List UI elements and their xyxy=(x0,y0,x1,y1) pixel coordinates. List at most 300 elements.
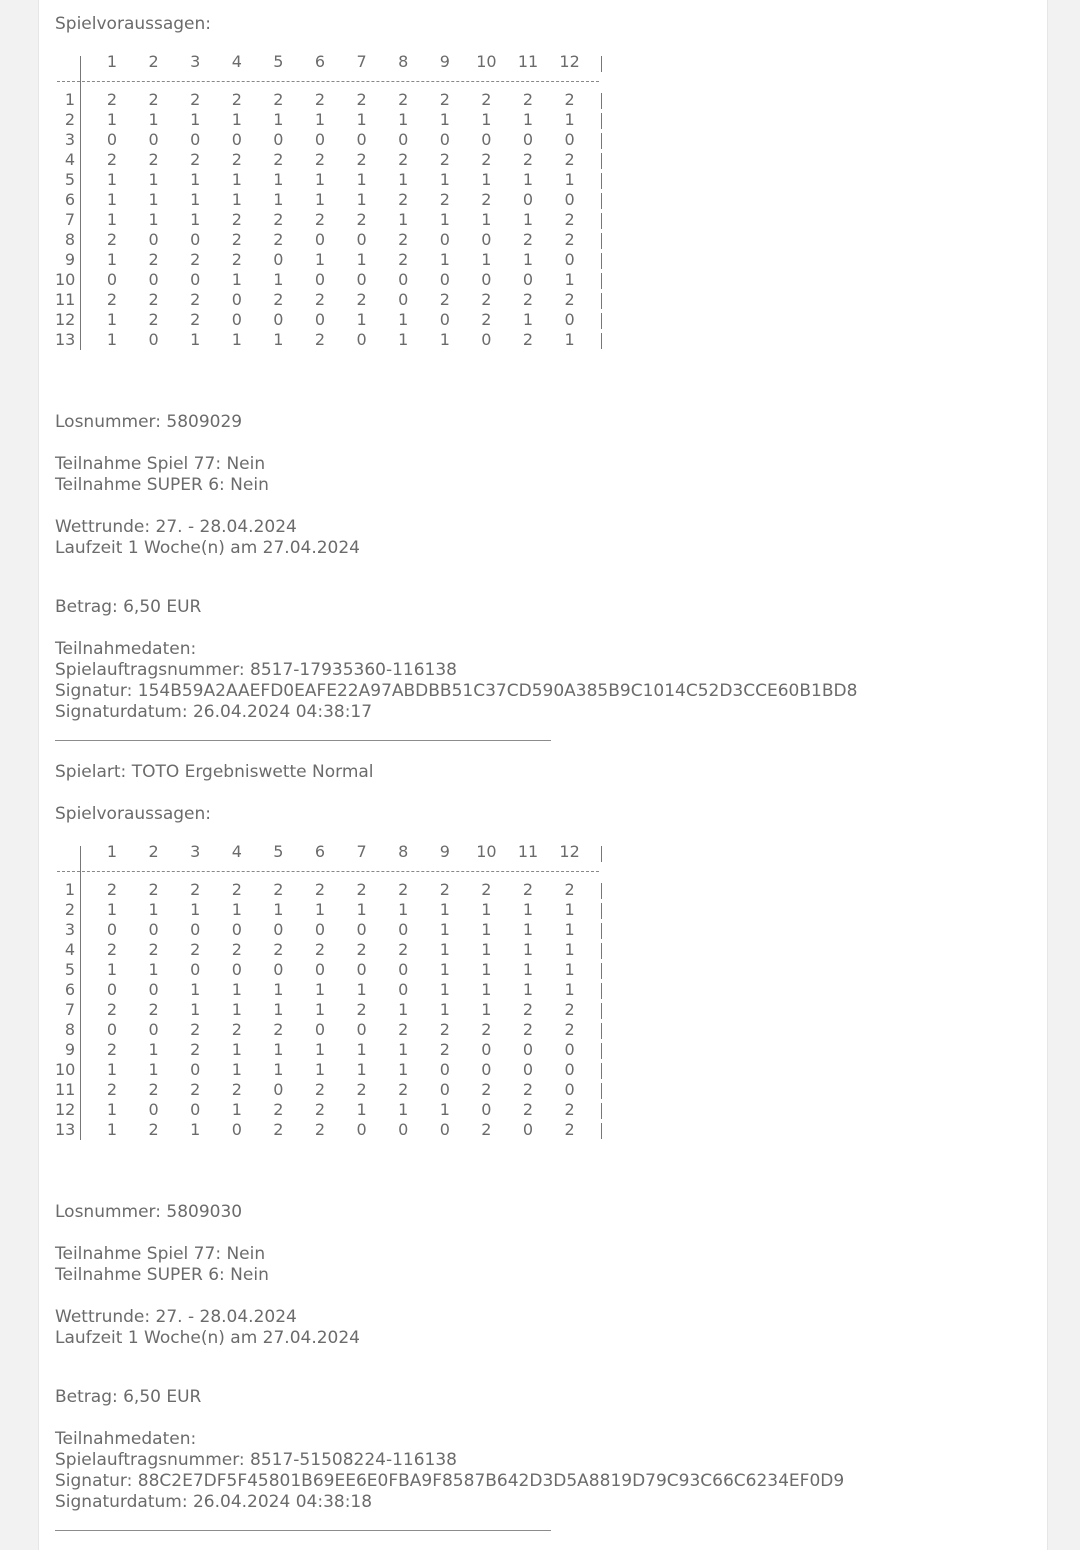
grid-cell: 2 xyxy=(439,190,450,209)
grid-cell: 1 xyxy=(106,1060,118,1079)
grid-cell: 0 xyxy=(439,1060,450,1079)
grid-cell: 2 xyxy=(273,880,284,899)
grid-cell: 0 xyxy=(273,310,284,329)
betrag: Betrag: 6,50 EUR xyxy=(55,1387,202,1407)
grid-cell: 0 xyxy=(439,230,450,249)
grid-cell: 1 xyxy=(439,900,450,919)
grid-cell: 2 xyxy=(522,150,534,169)
grid-cell: 0 xyxy=(356,130,367,149)
grid-cell: 1 xyxy=(190,170,201,189)
grid-cell: 2 xyxy=(439,1040,450,1059)
grid-cell: 2 xyxy=(398,1020,409,1039)
grid-right-border xyxy=(601,1023,602,1039)
grid-cell: 2 xyxy=(356,210,367,229)
grid-cell: 1 xyxy=(148,190,159,209)
spielauftragsnummer: Spielauftragsnummer: 8517-51508224-116138 xyxy=(55,1450,457,1470)
grid-cell: 2 xyxy=(564,1100,575,1119)
grid-cell: 1 xyxy=(439,170,450,189)
grid-cell: 1 xyxy=(231,330,242,349)
grid-cell: 2 xyxy=(398,880,409,899)
grid-cell: 2 xyxy=(273,290,284,309)
grid-cell: 0 xyxy=(564,1060,575,1079)
grid-cell: 2 xyxy=(106,1000,118,1019)
grid-right-border xyxy=(601,293,602,309)
grid-cell: 0 xyxy=(564,310,575,329)
losnummer: Losnummer: 5809030 xyxy=(55,1202,243,1222)
grid-cell: 0 xyxy=(190,920,201,939)
grid-right-border xyxy=(601,983,602,999)
grid-cell: 0 xyxy=(481,130,492,149)
grid-right-border xyxy=(601,133,602,149)
grid-column-header: 11 xyxy=(517,842,539,861)
grid-cell: 0 xyxy=(106,130,118,149)
grid-cell: 0 xyxy=(190,270,201,289)
grid-cell: 0 xyxy=(398,960,409,979)
grid-column-header: 6 xyxy=(314,842,326,861)
grid-right-border xyxy=(601,923,602,939)
grid-cell: 1 xyxy=(522,210,534,229)
grid-cell: 1 xyxy=(106,1120,118,1139)
grid-cell: 2 xyxy=(439,880,450,899)
grid-cell: 2 xyxy=(148,1120,159,1139)
grid-cell: 1 xyxy=(439,980,450,999)
grid-cell: 0 xyxy=(273,130,284,149)
grid-right-border xyxy=(601,213,602,229)
grid-cell: 0 xyxy=(273,1080,284,1099)
grid-cell: 2 xyxy=(314,90,326,109)
grid-cell: 0 xyxy=(439,270,450,289)
grid-cell: 1 xyxy=(106,900,118,919)
grid-cell: 1 xyxy=(439,330,450,349)
separator-line xyxy=(55,740,551,741)
grid-cell: 1 xyxy=(356,250,367,269)
grid-cell: 2 xyxy=(356,150,367,169)
prediction-grid-1 xyxy=(55,52,615,352)
grid-cell: 2 xyxy=(522,1080,534,1099)
grid-cell: 2 xyxy=(190,1080,201,1099)
grid-cell: 2 xyxy=(481,290,492,309)
grid-cell: 2 xyxy=(356,1080,367,1099)
grid-cell: 1 xyxy=(231,270,242,289)
grid-cell: 2 xyxy=(106,940,118,959)
grid-column-header: 5 xyxy=(273,842,284,861)
grid-cell: 0 xyxy=(273,250,284,269)
grid-cell: 1 xyxy=(148,170,159,189)
grid-cell: 2 xyxy=(564,230,575,249)
grid-cell: 1 xyxy=(231,1100,242,1119)
grid-cell: 1 xyxy=(190,210,201,229)
grid-right-border xyxy=(601,273,602,289)
grid-right-border xyxy=(601,846,602,862)
grid-cell: 2 xyxy=(314,1120,326,1139)
grid-cell: 0 xyxy=(564,250,575,269)
grid-cell: 0 xyxy=(314,960,326,979)
signatur: Signatur: 154B59A2AAEFD0EAFE22A97ABDBB51C37CD590A385B9C1014C52D3CCE60B1BD8 xyxy=(55,681,858,701)
grid-row-label: 4 xyxy=(64,150,75,169)
grid-cell: 1 xyxy=(106,170,118,189)
grid-right-border xyxy=(601,233,602,249)
grid-cell: 1 xyxy=(148,1060,159,1079)
grid-cell: 1 xyxy=(106,330,118,349)
grid-cell: 1 xyxy=(273,1000,284,1019)
grid-cell: 2 xyxy=(356,90,367,109)
grid-cell: 2 xyxy=(398,150,409,169)
grid-cell: 1 xyxy=(522,960,534,979)
grid-cell: 1 xyxy=(148,110,159,129)
grid-cell: 2 xyxy=(190,90,201,109)
grid-cell: 1 xyxy=(564,920,575,939)
grid-cell: 2 xyxy=(522,330,534,349)
grid-column-header: 10 xyxy=(476,52,497,71)
grid-left-divider xyxy=(80,846,81,1140)
grid-cell: 0 xyxy=(314,920,326,939)
spielvoraussagen-label: Spielvoraussagen: xyxy=(55,804,212,824)
grid-cell: 0 xyxy=(439,310,450,329)
grid-cell: 2 xyxy=(564,150,575,169)
grid-cell: 2 xyxy=(148,290,159,309)
grid-right-border xyxy=(601,1083,602,1099)
grid-column-header: 4 xyxy=(231,52,242,71)
grid-cell: 0 xyxy=(439,1120,450,1139)
teilnahmedaten-label: Teilnahmedaten: xyxy=(55,639,197,659)
grid-row-label: 9 xyxy=(64,250,75,269)
grid-header-separator xyxy=(57,871,599,872)
grid-cell: 1 xyxy=(481,920,492,939)
grid-cell: 0 xyxy=(356,1120,367,1139)
grid-cell: 2 xyxy=(231,210,242,229)
grid-cell: 0 xyxy=(148,230,159,249)
grid-cell: 1 xyxy=(190,110,201,129)
grid-right-border xyxy=(601,1063,602,1079)
grid-cell: 2 xyxy=(190,880,201,899)
grid-right-border xyxy=(601,313,602,329)
grid-cell: 2 xyxy=(522,1000,534,1019)
grid-cell: 2 xyxy=(398,230,409,249)
grid-cell: 0 xyxy=(522,190,534,209)
grid-cell: 1 xyxy=(481,940,492,959)
grid-column-header: 1 xyxy=(106,842,118,861)
grid-cell: 1 xyxy=(231,980,242,999)
spiel77-status: Teilnahme Spiel 77: Nein xyxy=(55,1244,266,1264)
grid-cell: 1 xyxy=(522,980,534,999)
grid-cell: 1 xyxy=(231,1040,242,1059)
grid-cell: 1 xyxy=(439,1000,450,1019)
grid-cell: 2 xyxy=(148,940,159,959)
grid-cell: 1 xyxy=(231,900,242,919)
grid-cell: 0 xyxy=(314,1020,326,1039)
grid-column-header: 4 xyxy=(231,842,242,861)
grid-cell: 1 xyxy=(522,170,534,189)
grid-row-label: 11 xyxy=(55,1080,76,1099)
grid-cell: 2 xyxy=(106,1080,118,1099)
grid-row-label: 2 xyxy=(64,900,75,919)
grid-row-label: 8 xyxy=(64,230,75,249)
grid-cell: 1 xyxy=(564,940,575,959)
grid-cell: 0 xyxy=(481,1060,492,1079)
grid-cell: 0 xyxy=(356,1020,367,1039)
grid-row-label: 2 xyxy=(64,110,75,129)
grid-cell: 1 xyxy=(356,310,367,329)
grid-cell: 0 xyxy=(148,920,159,939)
grid-cell: 1 xyxy=(106,110,118,129)
grid-cell: 2 xyxy=(231,1020,242,1039)
grid-cell: 1 xyxy=(439,920,450,939)
grid-cell: 2 xyxy=(564,210,575,229)
grid-cell: 0 xyxy=(522,1040,534,1059)
grid-cell: 2 xyxy=(148,1080,159,1099)
grid-row-label: 12 xyxy=(55,1100,76,1119)
grid-cell: 1 xyxy=(522,250,534,269)
grid-column-header: 9 xyxy=(439,52,450,71)
grid-column-header: 9 xyxy=(439,842,450,861)
grid-cell: 2 xyxy=(314,210,326,229)
grid-cell: 2 xyxy=(314,1100,326,1119)
grid-cell: 2 xyxy=(439,90,450,109)
grid-cell: 0 xyxy=(231,310,242,329)
grid-cell: 1 xyxy=(564,960,575,979)
grid-cell: 1 xyxy=(564,330,575,349)
grid-cell: 0 xyxy=(106,980,118,999)
grid-cell: 1 xyxy=(273,330,284,349)
grid-cell: 0 xyxy=(481,1100,492,1119)
grid-cell: 0 xyxy=(148,1100,159,1119)
grid-cell: 2 xyxy=(231,90,242,109)
grid-column-header: 12 xyxy=(559,842,580,861)
grid-cell: 1 xyxy=(190,330,201,349)
grid-cell: 2 xyxy=(564,90,575,109)
grid-column-header: 1 xyxy=(106,52,118,71)
grid-cell: 0 xyxy=(106,1020,118,1039)
grid-cell: 2 xyxy=(106,880,118,899)
spielvoraussagen-label: Spielvoraussagen: xyxy=(55,14,212,34)
grid-cell: 1 xyxy=(148,210,159,229)
laufzeit: Laufzeit 1 Woche(n) am 27.04.2024 xyxy=(55,538,360,558)
grid-column-header: 7 xyxy=(356,842,367,861)
grid-cell: 1 xyxy=(314,980,326,999)
grid-cell: 1 xyxy=(356,1060,367,1079)
grid-row-label: 3 xyxy=(64,920,75,939)
grid-cell: 2 xyxy=(190,1040,201,1059)
grid-cell: 1 xyxy=(148,900,159,919)
grid-cell: 1 xyxy=(273,900,284,919)
grid-cell: 0 xyxy=(522,130,534,149)
grid-cell: 1 xyxy=(106,1100,118,1119)
grid-right-border xyxy=(601,1123,602,1139)
grid-cell: 1 xyxy=(106,960,118,979)
grid-cell: 2 xyxy=(273,1100,284,1119)
grid-row-label: 11 xyxy=(55,290,76,309)
grid-cell: 1 xyxy=(398,1100,409,1119)
grid-cell: 1 xyxy=(398,310,409,329)
grid-cell: 1 xyxy=(273,270,284,289)
grid-row-label: 10 xyxy=(55,1060,76,1079)
grid-row-label: 8 xyxy=(64,1020,75,1039)
grid-cell: 0 xyxy=(190,130,201,149)
grid-cell: 2 xyxy=(481,310,492,329)
grid-cell: 2 xyxy=(481,190,492,209)
grid-cell: 2 xyxy=(522,880,534,899)
grid-cell: 1 xyxy=(481,170,492,189)
grid-cell: 2 xyxy=(314,330,326,349)
grid-row-label: 13 xyxy=(55,1120,76,1139)
grid-cell: 2 xyxy=(481,1020,492,1039)
grid-right-border xyxy=(601,943,602,959)
grid-cell: 2 xyxy=(356,880,367,899)
grid-cell: 1 xyxy=(356,110,367,129)
grid-cell: 2 xyxy=(398,940,409,959)
grid-cell: 2 xyxy=(481,1080,492,1099)
grid-cell: 1 xyxy=(190,190,201,209)
grid-row-label: 5 xyxy=(64,170,75,189)
grid-cell: 1 xyxy=(564,110,575,129)
grid-cell: 0 xyxy=(481,330,492,349)
grid-cell: 1 xyxy=(190,900,201,919)
grid-cell: 1 xyxy=(439,1100,450,1119)
grid-right-border xyxy=(601,1103,602,1119)
grid-cell: 0 xyxy=(564,190,575,209)
grid-cell: 1 xyxy=(439,250,450,269)
grid-cell: 2 xyxy=(231,250,242,269)
grid-cell: 2 xyxy=(231,940,242,959)
grid-cell: 2 xyxy=(273,230,284,249)
grid-cell: 0 xyxy=(439,130,450,149)
grid-cell: 2 xyxy=(522,1100,534,1119)
grid-cell: 1 xyxy=(106,250,118,269)
grid-cell: 1 xyxy=(398,170,409,189)
grid-right-border xyxy=(601,153,602,169)
grid-cell: 2 xyxy=(106,90,118,109)
grid-cell: 1 xyxy=(522,310,534,329)
grid-cell: 1 xyxy=(481,900,492,919)
grid-cell: 1 xyxy=(439,960,450,979)
grid-cell: 0 xyxy=(231,130,242,149)
teilnahmedaten-label: Teilnahmedaten: xyxy=(55,1429,197,1449)
grid-cell: 2 xyxy=(231,880,242,899)
grid-cell: 2 xyxy=(273,150,284,169)
wettrunde: Wettrunde: 27. - 28.04.2024 xyxy=(55,517,297,537)
grid-cell: 1 xyxy=(190,980,201,999)
grid-cell: 2 xyxy=(273,90,284,109)
grid-cell: 1 xyxy=(231,1000,242,1019)
grid-cell: 0 xyxy=(398,980,409,999)
grid-cell: 1 xyxy=(231,190,242,209)
grid-cell: 1 xyxy=(398,1060,409,1079)
signaturdatum: Signaturdatum: 26.04.2024 04:38:17 xyxy=(55,702,373,722)
grid-right-border xyxy=(601,903,602,919)
super6-status: Teilnahme SUPER 6: Nein xyxy=(55,475,269,495)
grid-cell: 0 xyxy=(273,960,284,979)
grid-cell: 1 xyxy=(314,1000,326,1019)
wettrunde: Wettrunde: 27. - 28.04.2024 xyxy=(55,1307,297,1327)
grid-cell: 1 xyxy=(481,960,492,979)
grid-left-divider xyxy=(80,56,81,350)
grid-cell: 1 xyxy=(314,1040,326,1059)
grid-cell: 2 xyxy=(148,90,159,109)
grid-right-border xyxy=(601,93,602,109)
grid-cell: 1 xyxy=(522,920,534,939)
grid-cell: 1 xyxy=(273,190,284,209)
grid-cell: 2 xyxy=(564,880,575,899)
grid-cell: 0 xyxy=(148,1020,159,1039)
grid-cell: 0 xyxy=(522,270,534,289)
email-page xyxy=(38,0,1048,1550)
grid-right-border xyxy=(601,963,602,979)
grid-cell: 2 xyxy=(190,150,201,169)
grid-cell: 2 xyxy=(356,940,367,959)
grid-cell: 1 xyxy=(398,210,409,229)
grid-cell: 0 xyxy=(314,230,326,249)
grid-cell: 1 xyxy=(190,1120,201,1139)
grid-cell: 2 xyxy=(273,1120,284,1139)
grid-cell: 0 xyxy=(481,230,492,249)
grid-cell: 1 xyxy=(398,1040,409,1059)
grid-row-label: 6 xyxy=(64,980,75,999)
grid-cell: 2 xyxy=(564,1020,575,1039)
grid-column-header: 12 xyxy=(559,52,580,71)
losnummer: Losnummer: 5809029 xyxy=(55,412,243,432)
grid-cell: 2 xyxy=(148,1000,159,1019)
grid-column-header: 3 xyxy=(190,52,201,71)
grid-cell: 2 xyxy=(481,880,492,899)
grid-cell: 1 xyxy=(522,900,534,919)
separator-line xyxy=(55,1530,551,1531)
grid-cell: 2 xyxy=(273,940,284,959)
spiel77-status: Teilnahme Spiel 77: Nein xyxy=(55,454,266,474)
grid-cell: 2 xyxy=(190,940,201,959)
grid-cell: 2 xyxy=(522,290,534,309)
grid-cell: 1 xyxy=(273,170,284,189)
grid-cell: 0 xyxy=(148,270,159,289)
grid-cell: 1 xyxy=(231,110,242,129)
grid-cell: 2 xyxy=(273,1020,284,1039)
signatur: Signatur: 88C2E7DF5F45801B69EE6E0FBA9F8587B642D3D5A8819D79C93C66C6234EF0D9 xyxy=(55,1471,845,1491)
grid-cell: 0 xyxy=(356,270,367,289)
grid-cell: 2 xyxy=(356,290,367,309)
grid-cell: 0 xyxy=(231,920,242,939)
grid-row-label: 7 xyxy=(64,210,75,229)
grid-right-border xyxy=(601,113,602,129)
grid-cell: 1 xyxy=(190,1000,201,1019)
grid-cell: 1 xyxy=(481,250,492,269)
grid-cell: 1 xyxy=(481,1000,492,1019)
grid-row-label: 7 xyxy=(64,1000,75,1019)
spielart: Spielart: TOTO Ergebniswette Normal xyxy=(55,762,374,782)
grid-cell: 0 xyxy=(356,230,367,249)
grid-column-header: 2 xyxy=(148,52,159,71)
grid-cell: 0 xyxy=(314,310,326,329)
grid-row-label: 10 xyxy=(55,270,76,289)
grid-cell: 1 xyxy=(273,1060,284,1079)
grid-cell: 1 xyxy=(564,270,575,289)
prediction-grid-2 xyxy=(55,842,615,1142)
grid-cell: 0 xyxy=(564,1040,575,1059)
grid-cell: 2 xyxy=(148,310,159,329)
grid-cell: 1 xyxy=(314,1060,326,1079)
grid-cell: 0 xyxy=(398,920,409,939)
grid-cell: 2 xyxy=(356,1000,367,1019)
grid-cell: 2 xyxy=(439,290,450,309)
grid-cell: 2 xyxy=(439,1020,450,1039)
grid-row-label: 5 xyxy=(64,960,75,979)
grid-column-header: 10 xyxy=(476,842,497,861)
grid-cell: 0 xyxy=(398,130,409,149)
grid-cell: 0 xyxy=(314,130,326,149)
grid-cell: 1 xyxy=(564,170,575,189)
grid-row-label: 13 xyxy=(55,330,76,349)
grid-cell: 2 xyxy=(314,1080,326,1099)
grid-cell: 0 xyxy=(106,270,118,289)
grid-cell: 2 xyxy=(106,230,118,249)
